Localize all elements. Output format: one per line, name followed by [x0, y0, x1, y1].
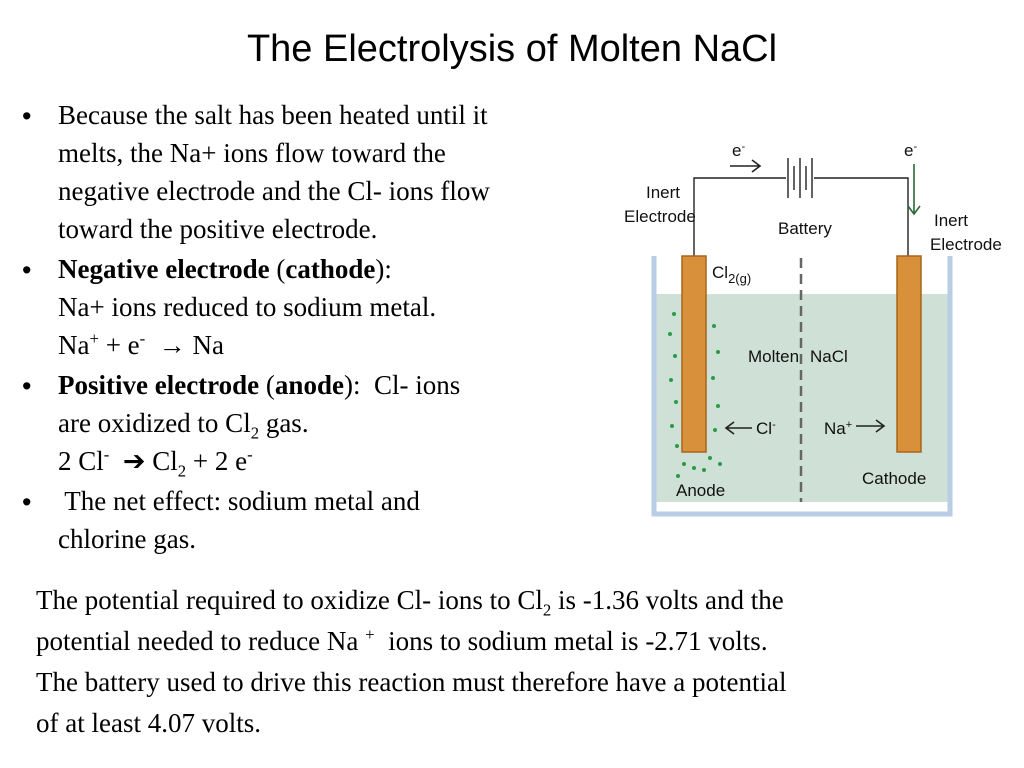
eq-minus-sup: - [139, 329, 146, 348]
inert-left-label-1: Inert [646, 183, 681, 202]
inert-right-label-1: Inert [934, 211, 969, 230]
paren-close: ): Cl- ions [343, 370, 461, 400]
anode-desc-b: gas. [259, 408, 309, 438]
paren-open: ( [269, 254, 286, 284]
electron-arrow-left-icon [730, 160, 760, 172]
battery-icon [788, 158, 812, 198]
electron-left-label: e- [732, 141, 746, 160]
eq-arrow-na: → Na [145, 330, 224, 360]
cathode-term: cathode [285, 254, 376, 284]
inert-left-label-2: Electrode [624, 207, 696, 226]
cathode-heading: Negative electrode [58, 254, 270, 284]
para-line-1-sub: 2 [542, 600, 552, 620]
para-line-2a: potential needed to reduce Na [36, 626, 366, 656]
anode-term: anode [274, 370, 344, 400]
para-line-1 [36, 580, 1006, 621]
anode-desc-sub: 2 [250, 423, 260, 443]
bullet-dot-icon: • [22, 487, 32, 517]
eq-cl2-sub: 2 [177, 461, 187, 481]
anode-heading: Positive electrode [58, 370, 260, 400]
eq-2e: + 2 e [186, 446, 248, 476]
bullet-anode [20, 366, 610, 480]
bullet-list [20, 96, 610, 560]
cathode-equation [58, 326, 610, 364]
bullet-cathode-heading-line [58, 250, 610, 288]
eq-2cl: 2 Cl [58, 446, 104, 476]
bullet-dot-icon: • [22, 371, 32, 401]
cathode-label: Cathode [862, 469, 927, 488]
para-line-2b: ions to sodium metal is -2.71 volts. [374, 626, 768, 656]
bullet-net-effect [20, 482, 610, 558]
inert-right-label-2: Electrode [930, 235, 1002, 254]
wire [694, 178, 908, 256]
electron-right-label: e- [904, 141, 918, 160]
electrolysis-diagram [618, 130, 1002, 522]
eq-plus-sup: + [89, 329, 99, 348]
net-effect-line-1: The net effect: sodium metal and [58, 486, 420, 516]
para-line-1b: is -1.36 volts and the [551, 585, 784, 615]
slide-title: The Electrolysis of Molten NaCl [246, 28, 778, 70]
bullet-anode-heading-line [58, 366, 610, 404]
cathode-electrode [897, 256, 921, 452]
bullet-melt [20, 96, 610, 248]
anode-description [58, 404, 610, 442]
battery-label: Battery [778, 219, 832, 238]
para-line-2-sup: + [365, 625, 375, 644]
cl-ion-label: Cl- [756, 419, 776, 438]
cl2-gas-label: $Cl_{2(g)}$ [712, 263, 752, 286]
para-line-2 [36, 621, 1006, 662]
cathode-description: Na+ ions reduced to sodium metal. [58, 292, 437, 322]
net-effect-line-2: chlorine gas. [58, 524, 196, 554]
bullet-melt-line-2: melts, the Na+ ions flow toward the [58, 138, 446, 168]
eq-arrow-cl: ➔ Cl [109, 446, 178, 476]
electron-arrow-right-icon [908, 164, 920, 214]
eq-e-sup: - [247, 445, 253, 464]
nacl-label: NaCl [810, 347, 848, 366]
bullet-melt-line-3: negative electrode and the Cl- ions flow [58, 176, 490, 206]
anode-equation [58, 442, 610, 480]
paren-open: ( [259, 370, 275, 400]
eq-plus-e: + e [98, 330, 140, 360]
para-line-4: of at least 4.07 volts. [36, 708, 261, 738]
para-line-1a: The potential required to oxidize Cl- ions to Cl [36, 585, 543, 615]
anode-label: Anode [676, 481, 726, 500]
bullet-melt-line-1: Because the salt has been heated until it [58, 100, 488, 130]
bullet-cathode [20, 250, 610, 364]
anode-desc-a: are oxidized to Cl [58, 408, 251, 438]
paren-close: ): [375, 254, 392, 284]
bullet-dot-icon: • [22, 255, 32, 285]
bullet-dot-icon: • [22, 101, 32, 131]
bullet-melt-line-4: toward the positive electrode. [58, 214, 378, 244]
molten-label: Molten [748, 347, 800, 366]
eq-na: Na [58, 330, 90, 360]
potential-paragraph [36, 580, 1006, 744]
anode-electrode [682, 256, 706, 452]
para-line-3: The battery used to drive this reaction must therefore have a potential [36, 667, 787, 697]
na-ion-label: Na+ [824, 419, 853, 438]
eq-cl-sup: - [103, 445, 110, 464]
